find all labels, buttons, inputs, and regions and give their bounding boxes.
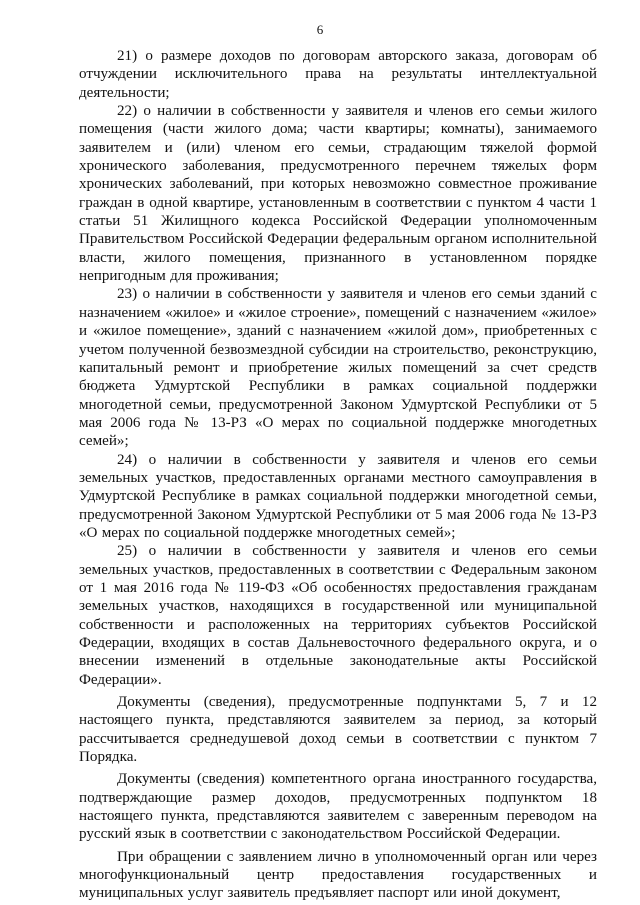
paragraph-item-22: 22) о наличии в собственности у заявителя и членов его семьи жилого помещения (части жилого дома; части квартиры; комнаты), занимаемого заявителем и (или) членом его семьи, страдающим тяжелой формой хронического заболевания, предусмотренного перечнем тяжелых форм хронических заболеваний, при которых невозможно совместное проживание граждан в одной квартире, установленным в соответствии с пунктом 4 части 1 статьи 51 Жилищного кодекса Российской Федерации уполномоченным Правительством Российской Федерации федеральным органом исполнительной власти, жилого помещения, признанного в установленном порядке непригодным для проживания; [79,103,597,285]
paragraph-personal-application: При обращении с заявлением лично в уполномоченный орган или через многофункциональный центр предоставления государственных и муниципальных услуг заявитель предъявляет паспорт или иной документ, [79,848,597,902]
page-number: 6 [316,22,324,37]
paragraph-foreign-documents: Документы (сведения) компетентного органа иностранного государства, подтверждающие размер доходов, предусмотренных подпунктом 18 настоящего пункта, представляются заявителем с заверенным переводом на русский язык в соответствии с законодательством Российской Федерации. [79,771,597,843]
paragraph-item-24: 24) о наличии в собственности у заявителя и членов его семьи земельных участков, предоставленных органами местного самоуправления в Удмуртской Республике в рамках социальной поддержки многодетной семьи, предусмотренной Законом Удмуртской Республики от 5 мая 2006 года № 13-РЗ «О мерах по социальной поддержке многодетных семей»; [79,451,597,541]
paragraph-item-23: 23) о наличии в собственности у заявителя и членов его семьи зданий с назначением «жилое» и «жилое строение», помещений с назначением «жилое» и «жилое помещение», зданий с назначением «жилой дом», приобретенных с учетом полученной безвозмездной субсидии на строительство, реконструкцию, капитальный ремонт и приобретение жилых помещений за счет средств бюджета Удмуртской Республики в рамках социальной поддержки многодетной семьи, предусмотренной Законом Удмуртской Республики от 5 мая 2006 года № 13-РЗ «О мерах по социальной поддержке многодетных семей»; [79,286,597,450]
paragraph-documents-period: Документы (сведения), предусмотренные подпунктами 5, 7 и 12 настоящего пункта, представляются заявителем за период, за который рассчитывается среднедушевой доход семьи в соответствии с пунктом 7 Порядка. [79,694,597,766]
document-body [79,47,597,903]
paragraph-item-21: 21) о размере доходов по договорам авторского заказа, договорам об отчуждении исключительного права на результаты интеллектуальной деятельности; [79,48,597,101]
paragraph-item-25: 25) о наличии в собственности у заявителя и членов его семьи земельных участков, предоставленных в соответствии с Федеральным законом от 1 мая 2016 года № 119-ФЗ «Об особенностях предоставления гражданам земельных участков, находящихся в государственной или муниципальной собственности и расположенных на территориях субъектов Российской Федерации, входящих в состав Дальневосточного федерального округа, и о внесении изменений в отдельные законодательные акты Российской Федерации». [79,543,597,688]
